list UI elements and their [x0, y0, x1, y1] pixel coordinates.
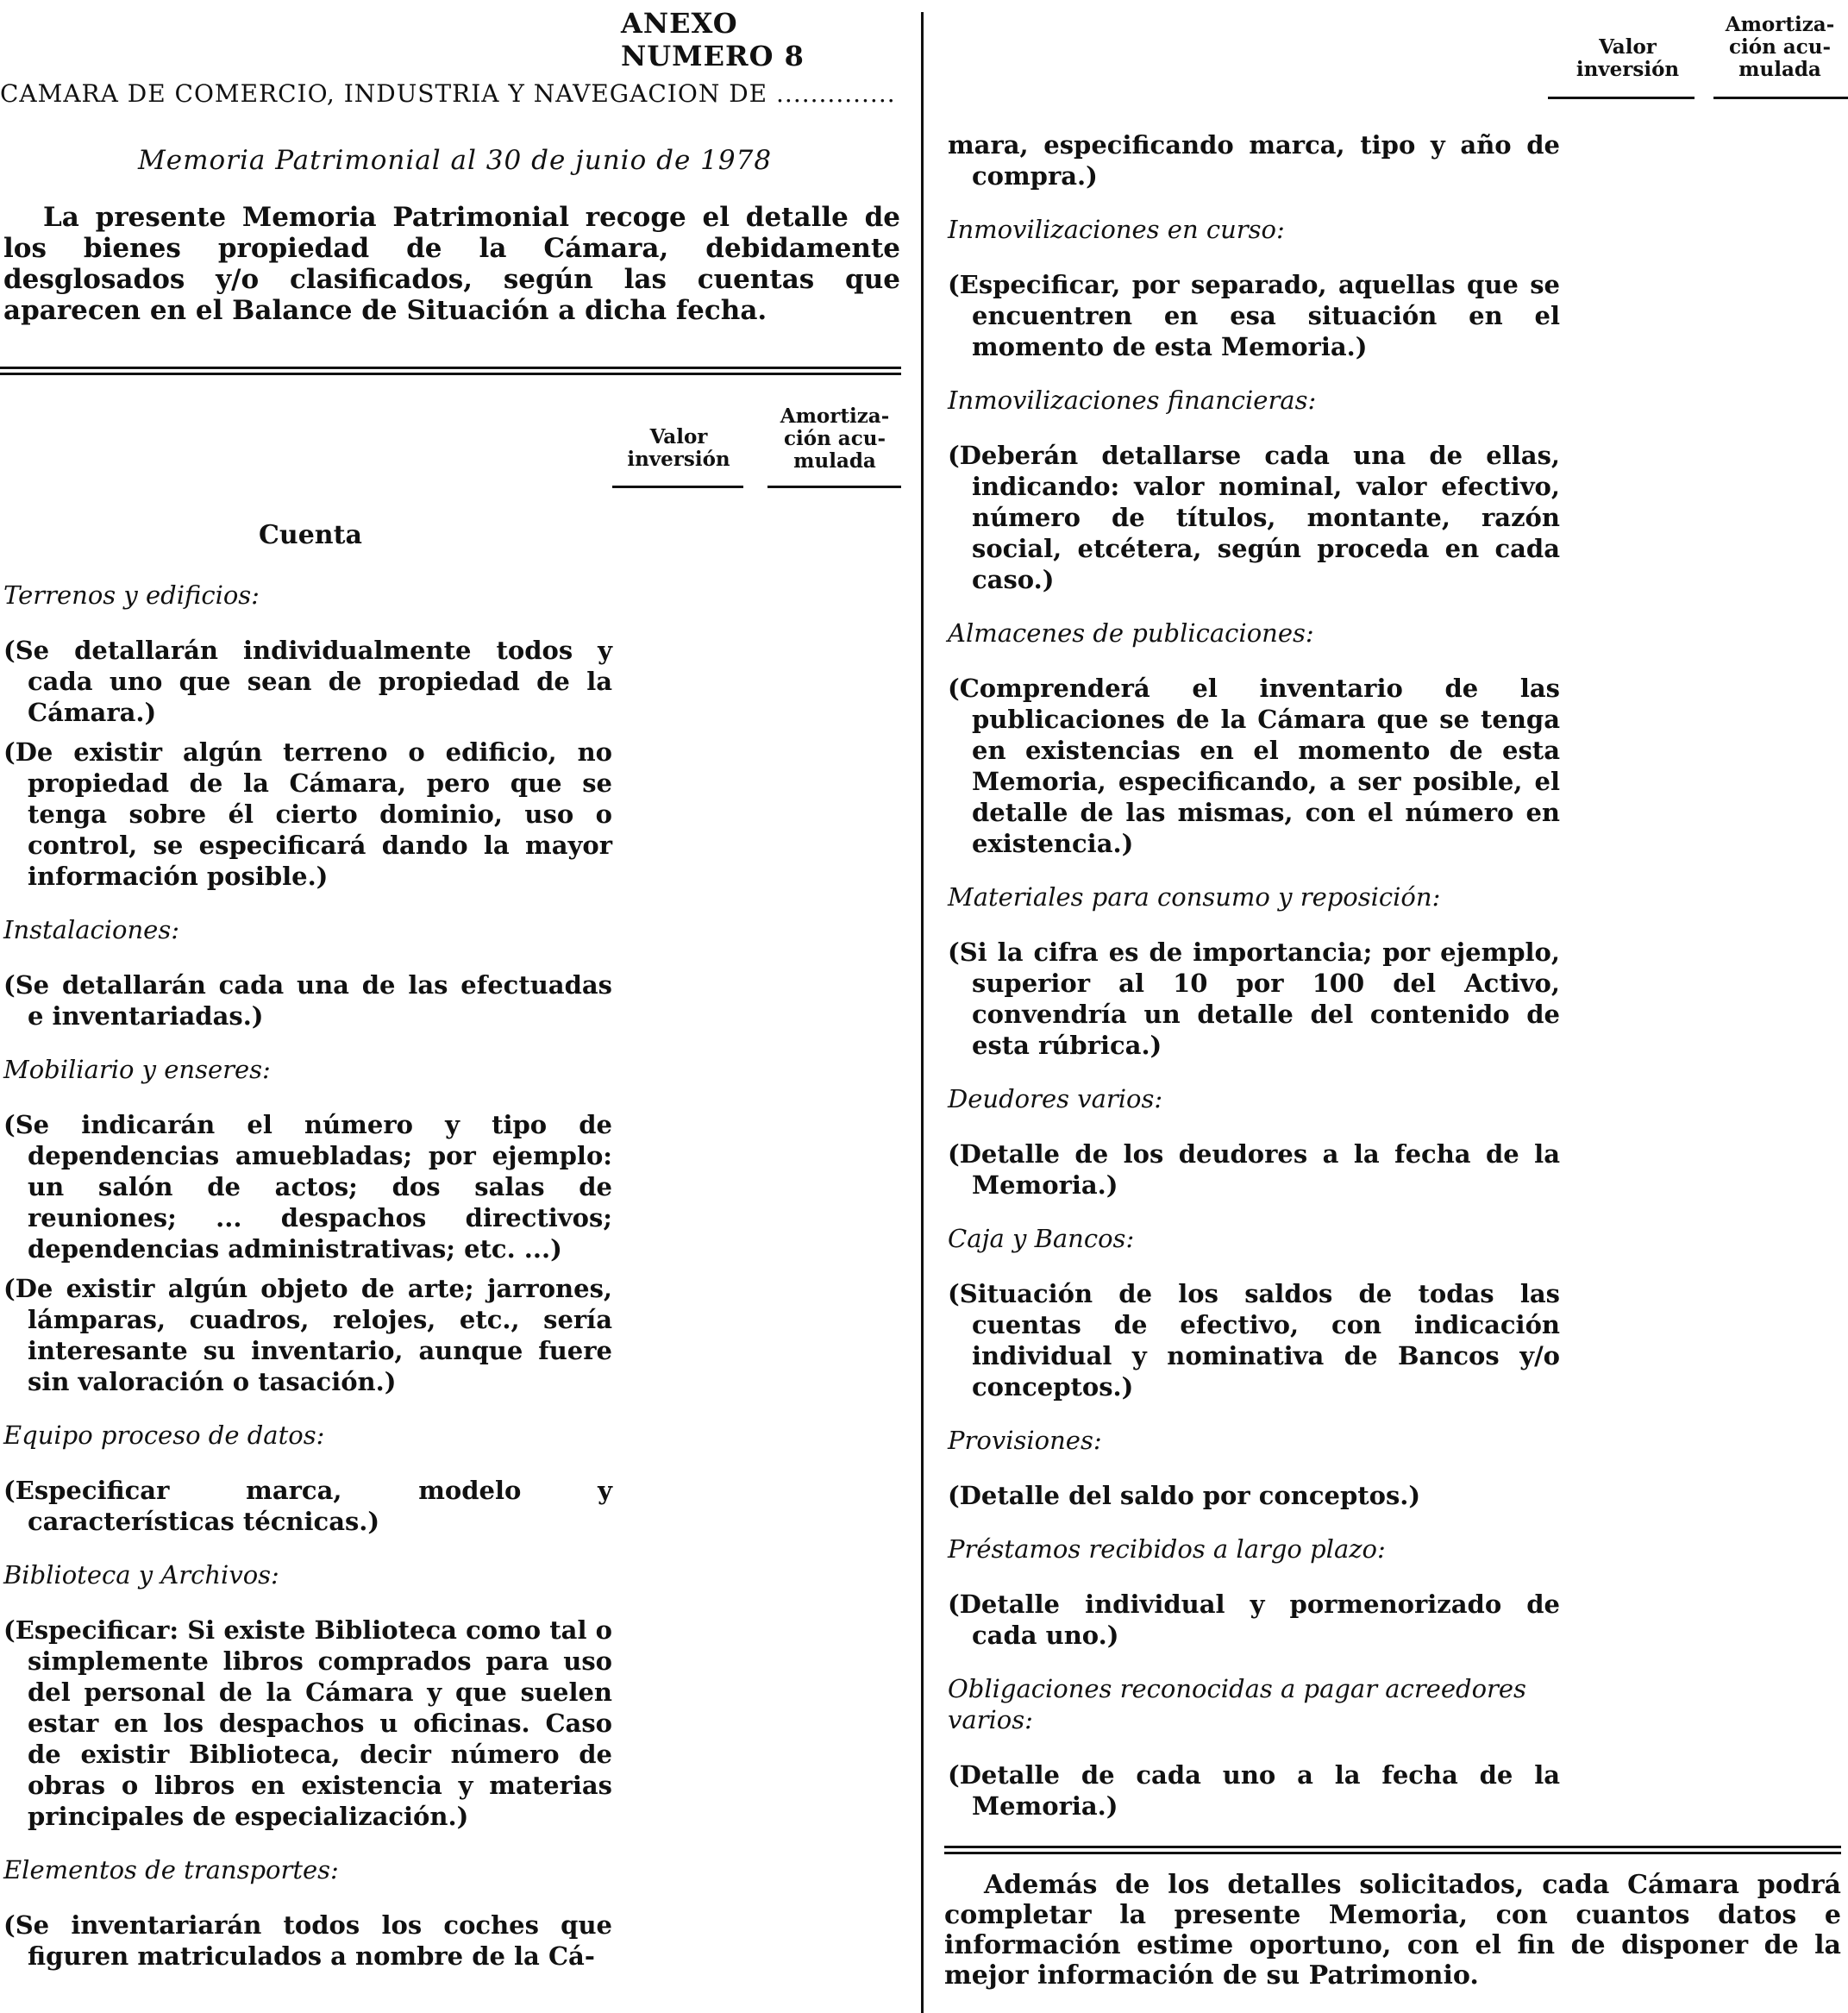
left-section-note: (Se detallarán cada una de las efectuadas e inventariadas.)	[3, 970, 612, 1031]
closing-paragraph: Además de los detalles solicitados, cada Cámara podrá completar la presente Memoria, con cuantos datos e información estime oportuno, con el fin de disponer de la mejor información de su Patrimonio.	[944, 1870, 1841, 1991]
left-section-title: Equipo proceso de datos:	[3, 1420, 325, 1450]
valor-inversion-header-right: Valor inversión	[1575, 35, 1680, 81]
left-column	[0, 0, 901, 2013]
valor-inversion-header: Valor inversión	[627, 425, 730, 471]
left-section-note: (De existir algún terreno o edificio, no propiedad de la Cámara, pero que se tenga sobre él cierto dominio, uso o control, se especificará dando la mayor información posible.)	[3, 737, 612, 891]
left-section-title: Mobiliario y enseres:	[3, 1055, 271, 1084]
left-section-title: Instalaciones:	[3, 915, 179, 944]
intro-paragraph: La presente Memoria Patrimonial recoge el detalle de los bienes propiedad de la Cámara, debidamente desglosados y/o clasificados, según las cuentas que aparecen en el Balance de Situación a dicha fecha.	[3, 202, 900, 326]
left-section-note: (Especificar: Si existe Biblioteca como tal o simplemente libros comprados para uso del personal de la Cámara y que suelen estar en los despachos u oficinas. Caso de existir Biblioteca, decir número de obras o libros en existencia y materias principales de especialización.)	[3, 1615, 612, 1831]
chamber-line: CAMARA DE COMERCIO, INDUSTRIA Y NAVEGACION DE ..............	[0, 79, 896, 108]
right-section-note: (Si la cifra es de importancia; por ejemplo, superior al 10 por 100 del Activo, convendría un detalle del contenido de esta rúbrica.)	[948, 938, 1560, 1060]
right-section-title: Obligaciones reconocidas a pagar acreedores varios:	[948, 1674, 1526, 1734]
column-divider	[921, 12, 924, 2013]
left-section-note: (Se inventariarán todos los coches que figuren matriculados a nombre de la Cá-	[3, 1910, 612, 1971]
left-section-title: Elementos de transportes:	[3, 1855, 339, 1884]
right-section-note: mara, especificando marca, tipo y año de compra.)	[948, 130, 1560, 191]
right-section-note: (Detalle individual y pormenorizado de cada uno.)	[948, 1590, 1560, 1650]
valor-header-rule-right	[1548, 97, 1695, 99]
right-section-note: (Comprenderá el inventario de las publicaciones de la Cámara que se tenga en existencias en el momento de esta Memoria, especificando, a ser posible, el detalle de las mismas, con el número en existencia.)	[948, 674, 1560, 858]
amortizacion-header-rule-right	[1713, 97, 1848, 99]
right-section-title: Inmovilizaciones financieras:	[948, 386, 1317, 415]
amortizacion-header-right: Amortiza- ción acu- mulada	[1725, 13, 1835, 81]
left-section-title: Biblioteca y Archivos:	[3, 1560, 279, 1590]
left-section-note: (Se detallarán individualmente todos y cada uno que sean de propiedad de la Cámara.)	[3, 636, 612, 727]
left-section-note: (Se indicarán el número y tipo de dependencias amuebladas; por ejemplo: un salón de actos; dos salas de reuniones; ... despachos directivos; dependencias administrativas; etc. ...)	[3, 1110, 612, 1264]
right-section-note: (Deberán detallarse cada una de ellas, indicando: valor nominal, valor efectivo, número de títulos, montante, razón social, etcétera, según proceda en cada caso.)	[948, 441, 1560, 594]
right-section-title: Inmovilizaciones en curso:	[948, 215, 1285, 244]
right-account-list	[948, 129, 1560, 1844]
right-section-note: (Detalle de cada uno a la fecha de la Memoria.)	[948, 1760, 1560, 1821]
right-section-note: (Situación de los saldos de todas las cuentas de efectivo, con indicación individual y nominativa de Bancos y/o conceptos.)	[948, 1279, 1560, 1402]
memoria-title: Memoria Patrimonial al 30 de junio de 1978	[138, 145, 773, 176]
amortizacion-header: Amortiza- ción acu- mulada	[780, 404, 890, 473]
right-column	[944, 0, 1848, 2013]
closing-double-rule	[944, 1846, 1841, 1854]
right-section-note: (Detalle del saldo por conceptos.)	[948, 1481, 1421, 1510]
right-section-title: Almacenes de publicaciones:	[948, 618, 1314, 648]
left-section-note: (De existir algún objeto de arte; jarrones, lámparas, cuadros, relojes, etc., sería interesante su inventario, aunque fuere sin valoración o tasación.)	[3, 1274, 612, 1396]
left-account-list	[3, 580, 612, 1994]
valor-header-rule	[612, 486, 743, 488]
right-section-note: (Detalle de los deudores a la fecha de la Memoria.)	[948, 1139, 1560, 1200]
right-section-title: Provisiones:	[948, 1426, 1102, 1455]
cuenta-heading: Cuenta	[259, 520, 362, 550]
amortizacion-header-rule	[767, 486, 901, 488]
right-section-title: Materiales para consumo y reposición:	[948, 882, 1441, 912]
annex-title: ANEXO NUMERO 8	[621, 7, 805, 72]
section-double-rule	[0, 367, 901, 375]
right-section-title: Préstamos recibidos a largo plazo:	[948, 1534, 1386, 1564]
left-section-title: Terrenos y edificios:	[3, 580, 260, 610]
right-section-title: Caja y Bancos:	[948, 1224, 1135, 1253]
right-section-note: (Especificar, por separado, aquellas que se encuentren en esa situación en el momento de esta Memoria.)	[948, 270, 1560, 361]
left-section-note: (Especificar marca, modelo y características técnicas.)	[3, 1476, 612, 1536]
right-section-title: Deudores varios:	[948, 1084, 1163, 1113]
